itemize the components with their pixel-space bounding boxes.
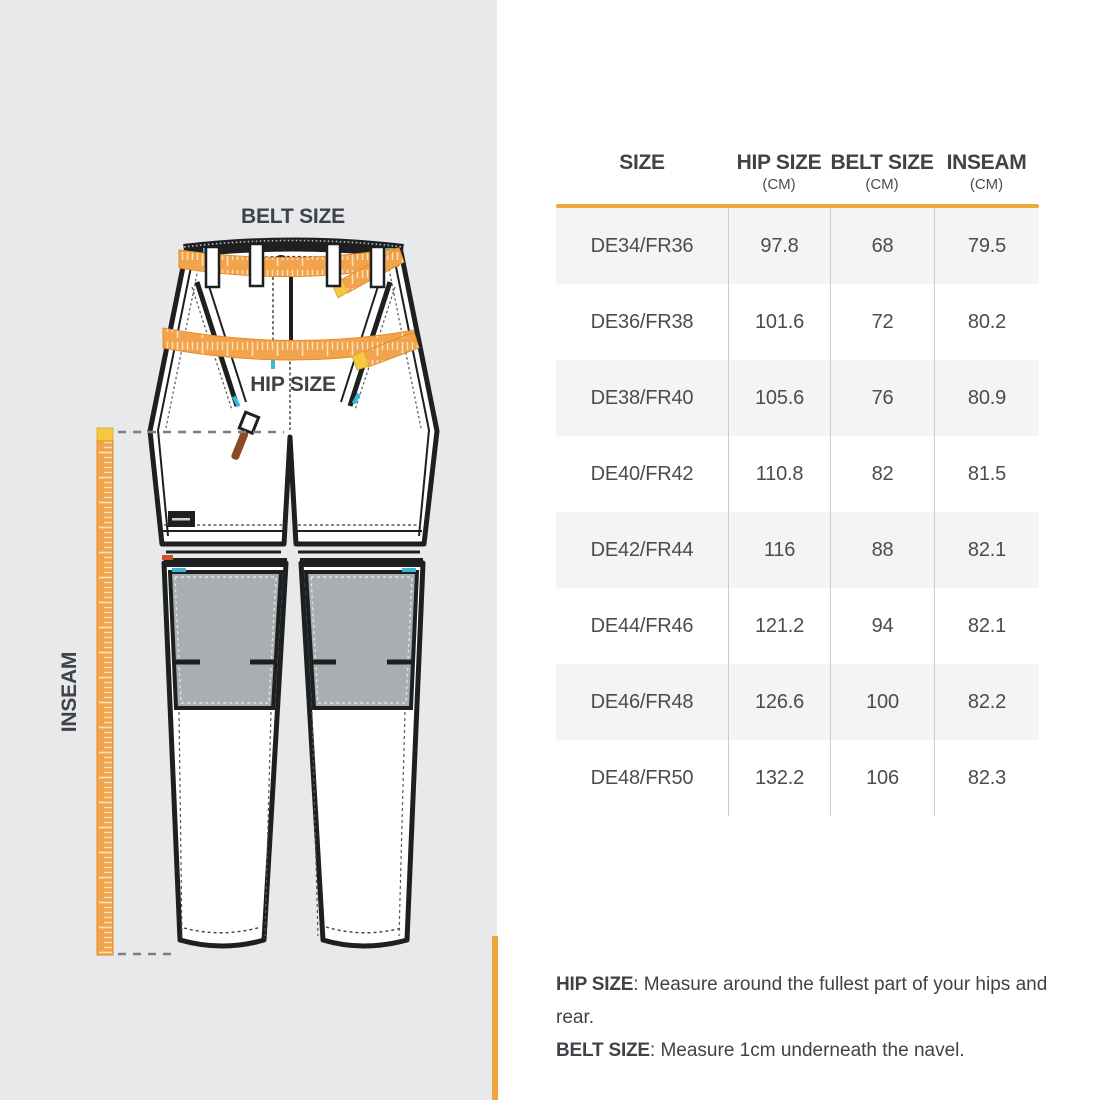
cell-size: DE46/FR48 bbox=[590, 690, 694, 713]
note-hip-size: HIP SIZE: Measure around the fullest part of your hips and rear. bbox=[556, 974, 1048, 1028]
cell-size: DE48/FR50 bbox=[590, 766, 694, 789]
cell-size: DE42/FR44 bbox=[590, 538, 694, 561]
cell-inseam: 79.5 bbox=[934, 208, 1039, 284]
header-cell-inseam: INSEAM (CM) bbox=[946, 151, 1027, 193]
cell-belt: 82 bbox=[830, 436, 934, 512]
hip-size-label: HIP SIZE bbox=[250, 373, 336, 396]
pants-diagram bbox=[0, 0, 497, 1100]
table-row bbox=[556, 512, 1039, 588]
cell-hip: 105.6 bbox=[728, 360, 830, 436]
cell-hip: 110.8 bbox=[728, 436, 830, 512]
belt-size-label: BELT SIZE bbox=[241, 205, 345, 228]
cell-inseam: 82.1 bbox=[934, 588, 1039, 664]
cell-belt: 88 bbox=[830, 512, 934, 588]
size-table bbox=[556, 142, 1039, 816]
right-lower-leg bbox=[300, 558, 423, 946]
cell-hip: 97.8 bbox=[728, 208, 830, 284]
cell-size: DE38/FR40 bbox=[590, 386, 694, 409]
table-row bbox=[556, 284, 1039, 360]
table-row bbox=[556, 208, 1039, 284]
cell-belt: 72 bbox=[830, 284, 934, 360]
cell-hip: 101.6 bbox=[728, 284, 830, 360]
table-row bbox=[556, 664, 1039, 740]
measurement-notes bbox=[556, 968, 1076, 1067]
table-row bbox=[556, 360, 1039, 436]
cell-size: DE34/FR36 bbox=[590, 234, 694, 257]
cell-hip: 116 bbox=[728, 512, 830, 588]
cell-inseam: 80.2 bbox=[934, 284, 1039, 360]
cell-belt: 106 bbox=[830, 740, 934, 816]
shorts-body bbox=[150, 245, 437, 552]
cell-hip: 126.6 bbox=[728, 664, 830, 740]
cell-size: DE36/FR38 bbox=[590, 310, 694, 333]
inseam-tape bbox=[97, 428, 113, 955]
table-body bbox=[556, 208, 1039, 816]
inseam-label: INSEAM bbox=[58, 651, 81, 733]
illustration-panel bbox=[0, 0, 497, 1100]
table-row bbox=[556, 588, 1039, 664]
cell-hip: 121.2 bbox=[728, 588, 830, 664]
cell-belt: 100 bbox=[830, 664, 934, 740]
cell-inseam: 82.2 bbox=[934, 664, 1039, 740]
table-row bbox=[556, 740, 1039, 816]
cell-inseam: 82.3 bbox=[934, 740, 1039, 816]
cell-inseam: 82.1 bbox=[934, 512, 1039, 588]
note-belt-size: BELT SIZE: Measure 1cm underneath the navel. bbox=[556, 1040, 965, 1061]
brand-label bbox=[168, 511, 195, 527]
cell-inseam: 81.5 bbox=[934, 436, 1039, 512]
table-row bbox=[556, 436, 1039, 512]
cell-hip: 132.2 bbox=[728, 740, 830, 816]
cell-inseam: 80.9 bbox=[934, 360, 1039, 436]
header-cell-size: SIZE bbox=[619, 151, 665, 174]
left-lower-leg bbox=[162, 555, 287, 946]
cell-belt: 76 bbox=[830, 360, 934, 436]
cell-size: DE40/FR42 bbox=[590, 462, 694, 485]
header-cell-belt: BELT SIZE (CM) bbox=[830, 151, 934, 193]
accent-bar bbox=[492, 936, 498, 1100]
cell-belt: 94 bbox=[830, 588, 934, 664]
table-header bbox=[556, 142, 1039, 204]
header-cell-hip: HIP SIZE (CM) bbox=[736, 151, 822, 193]
cell-belt: 68 bbox=[830, 208, 934, 284]
cell-size: DE44/FR46 bbox=[590, 614, 694, 637]
